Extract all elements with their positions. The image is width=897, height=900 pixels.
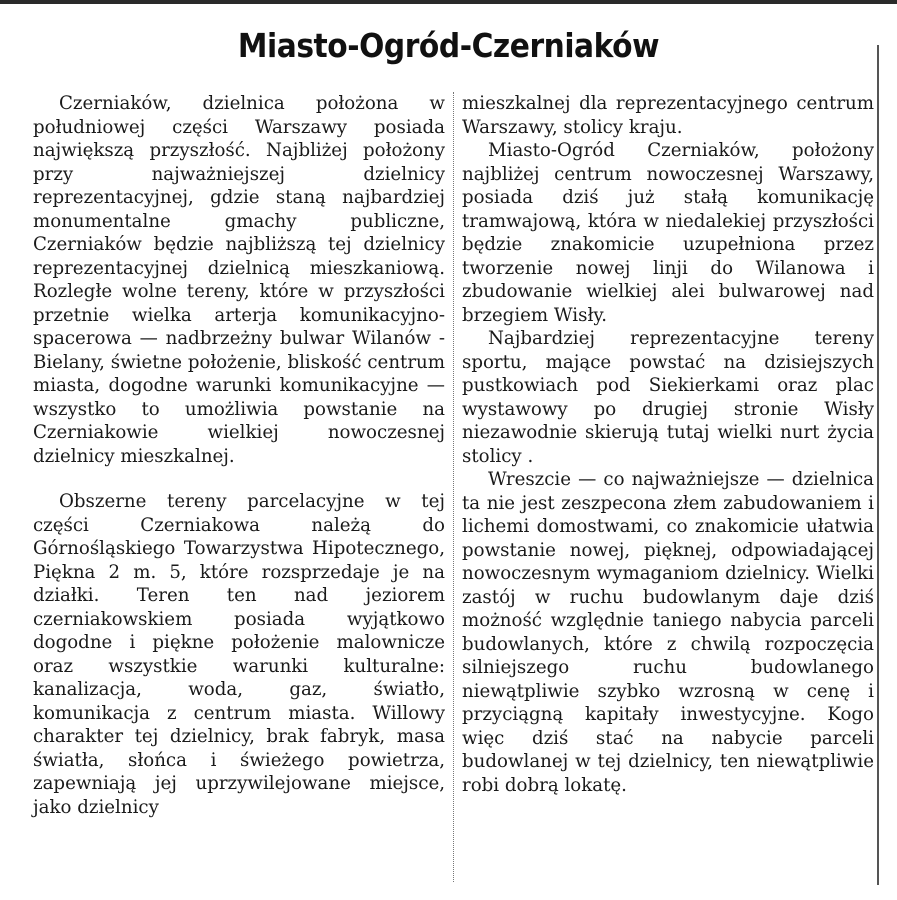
right-column — [462, 92, 874, 797]
top-border-rule — [0, 0, 897, 4]
paragraph: Najbardziej reprezentacyjne tereny sportu, mające powstać na dzisiejszych pustkowiach pod Siekierkami oraz plac wystawowy po drugiej stronie Wisły niezawodnie skierują tutaj wielki nurt życia stolicy . — [462, 328, 874, 467]
paragraph: Czerniaków, dzielnica położona w południowej części Warszawy posiada największą przyszłość. Najbliżej położony przy najważniejszej dzielnicy reprezentacyjnej, gdzie staną najbardziej monumentalne gmachy publiczne, Czerniaków będzie najbliższą tej dzielnicy reprezentacyjnej dzielnicą mieszkaniową. Rozległe wolne tereny, które w przyszłości przetnie wielka arterja komunikacyjno-spacerowa — nadbrzeżny bulwar Wilanów - Bielany, świetne położenie, bliskość centrum miasta, dogodne warunki komunikacyjne — wszystko to umożliwia powstanie na Czerniakowie wielkiej nowoczesnej dzielnicy mieszkalnej. — [33, 93, 445, 467]
paragraph: mieszkalnej dla reprezentacyjnego centrum Warszawy, stolicy kraju. — [462, 93, 874, 138]
left-column — [33, 92, 445, 819]
right-edge-rule — [877, 45, 879, 885]
paragraph: Wreszcie — co najważniejsze — dzielnica ta nie jest zeszpecona złem zabudowaniem i lichemi domostwami, co znakomicie ułatwia powstanie nowej, pięknej, odpowiadającej nowoczesnym wymaganiom dzielnicy. Wielki zastój w ruchu budowlanym daje dziś możność względnie taniego nabycia parceli budowlanych, które z chwilą rozpoczęcia silniejszego ruchu budowlanego niewątpliwie szybko wzrosną w cenę i przyciągną kapitały inwestycyjne. Kogo więc dziś stać na nabycie parceli budowlanej w tej dzielnicy, ten niewątpliwie robi dobrą lokatę. — [462, 469, 874, 796]
article-title: Miasto-Ogród-Czerniaków — [237, 26, 660, 65]
paragraph: Obszerne tereny parcelacyjne w tej części Czerniakowa należą do Górnośląskiego Towarzystwa Hipotecznego, Piękna 2 m. 5, które rozsprzedaje je na działki. Teren ten nad jeziorem czerniakowskiem posiada wyjątkowo dogodne i piękne położenie malownicze oraz wszystkie warunki kulturalne: kanalizacja, woda, gaz, światło, komunikacja z centrum miasta. Willowy charakter tej dzielnicy, brak fabryk, masa światła, słońca i świeżego powietrza, zapewniają jej uprzywilejowane miejsce, jako dzielnicy — [33, 491, 445, 818]
column-divider — [453, 92, 454, 882]
paragraph: Miasto-Ogród Czerniaków, położony najbliżej centrum nowoczesnej Warszawy, posiada dziś już stałą komunikację tramwajową, która w niedalekiej przyszłości będzie znakomicie uzupełniona przez tworzenie nowej linji do Wilanowa i zbudowanie wielkiej alei bulwarowej nad brzegiem Wisły. — [462, 140, 874, 326]
